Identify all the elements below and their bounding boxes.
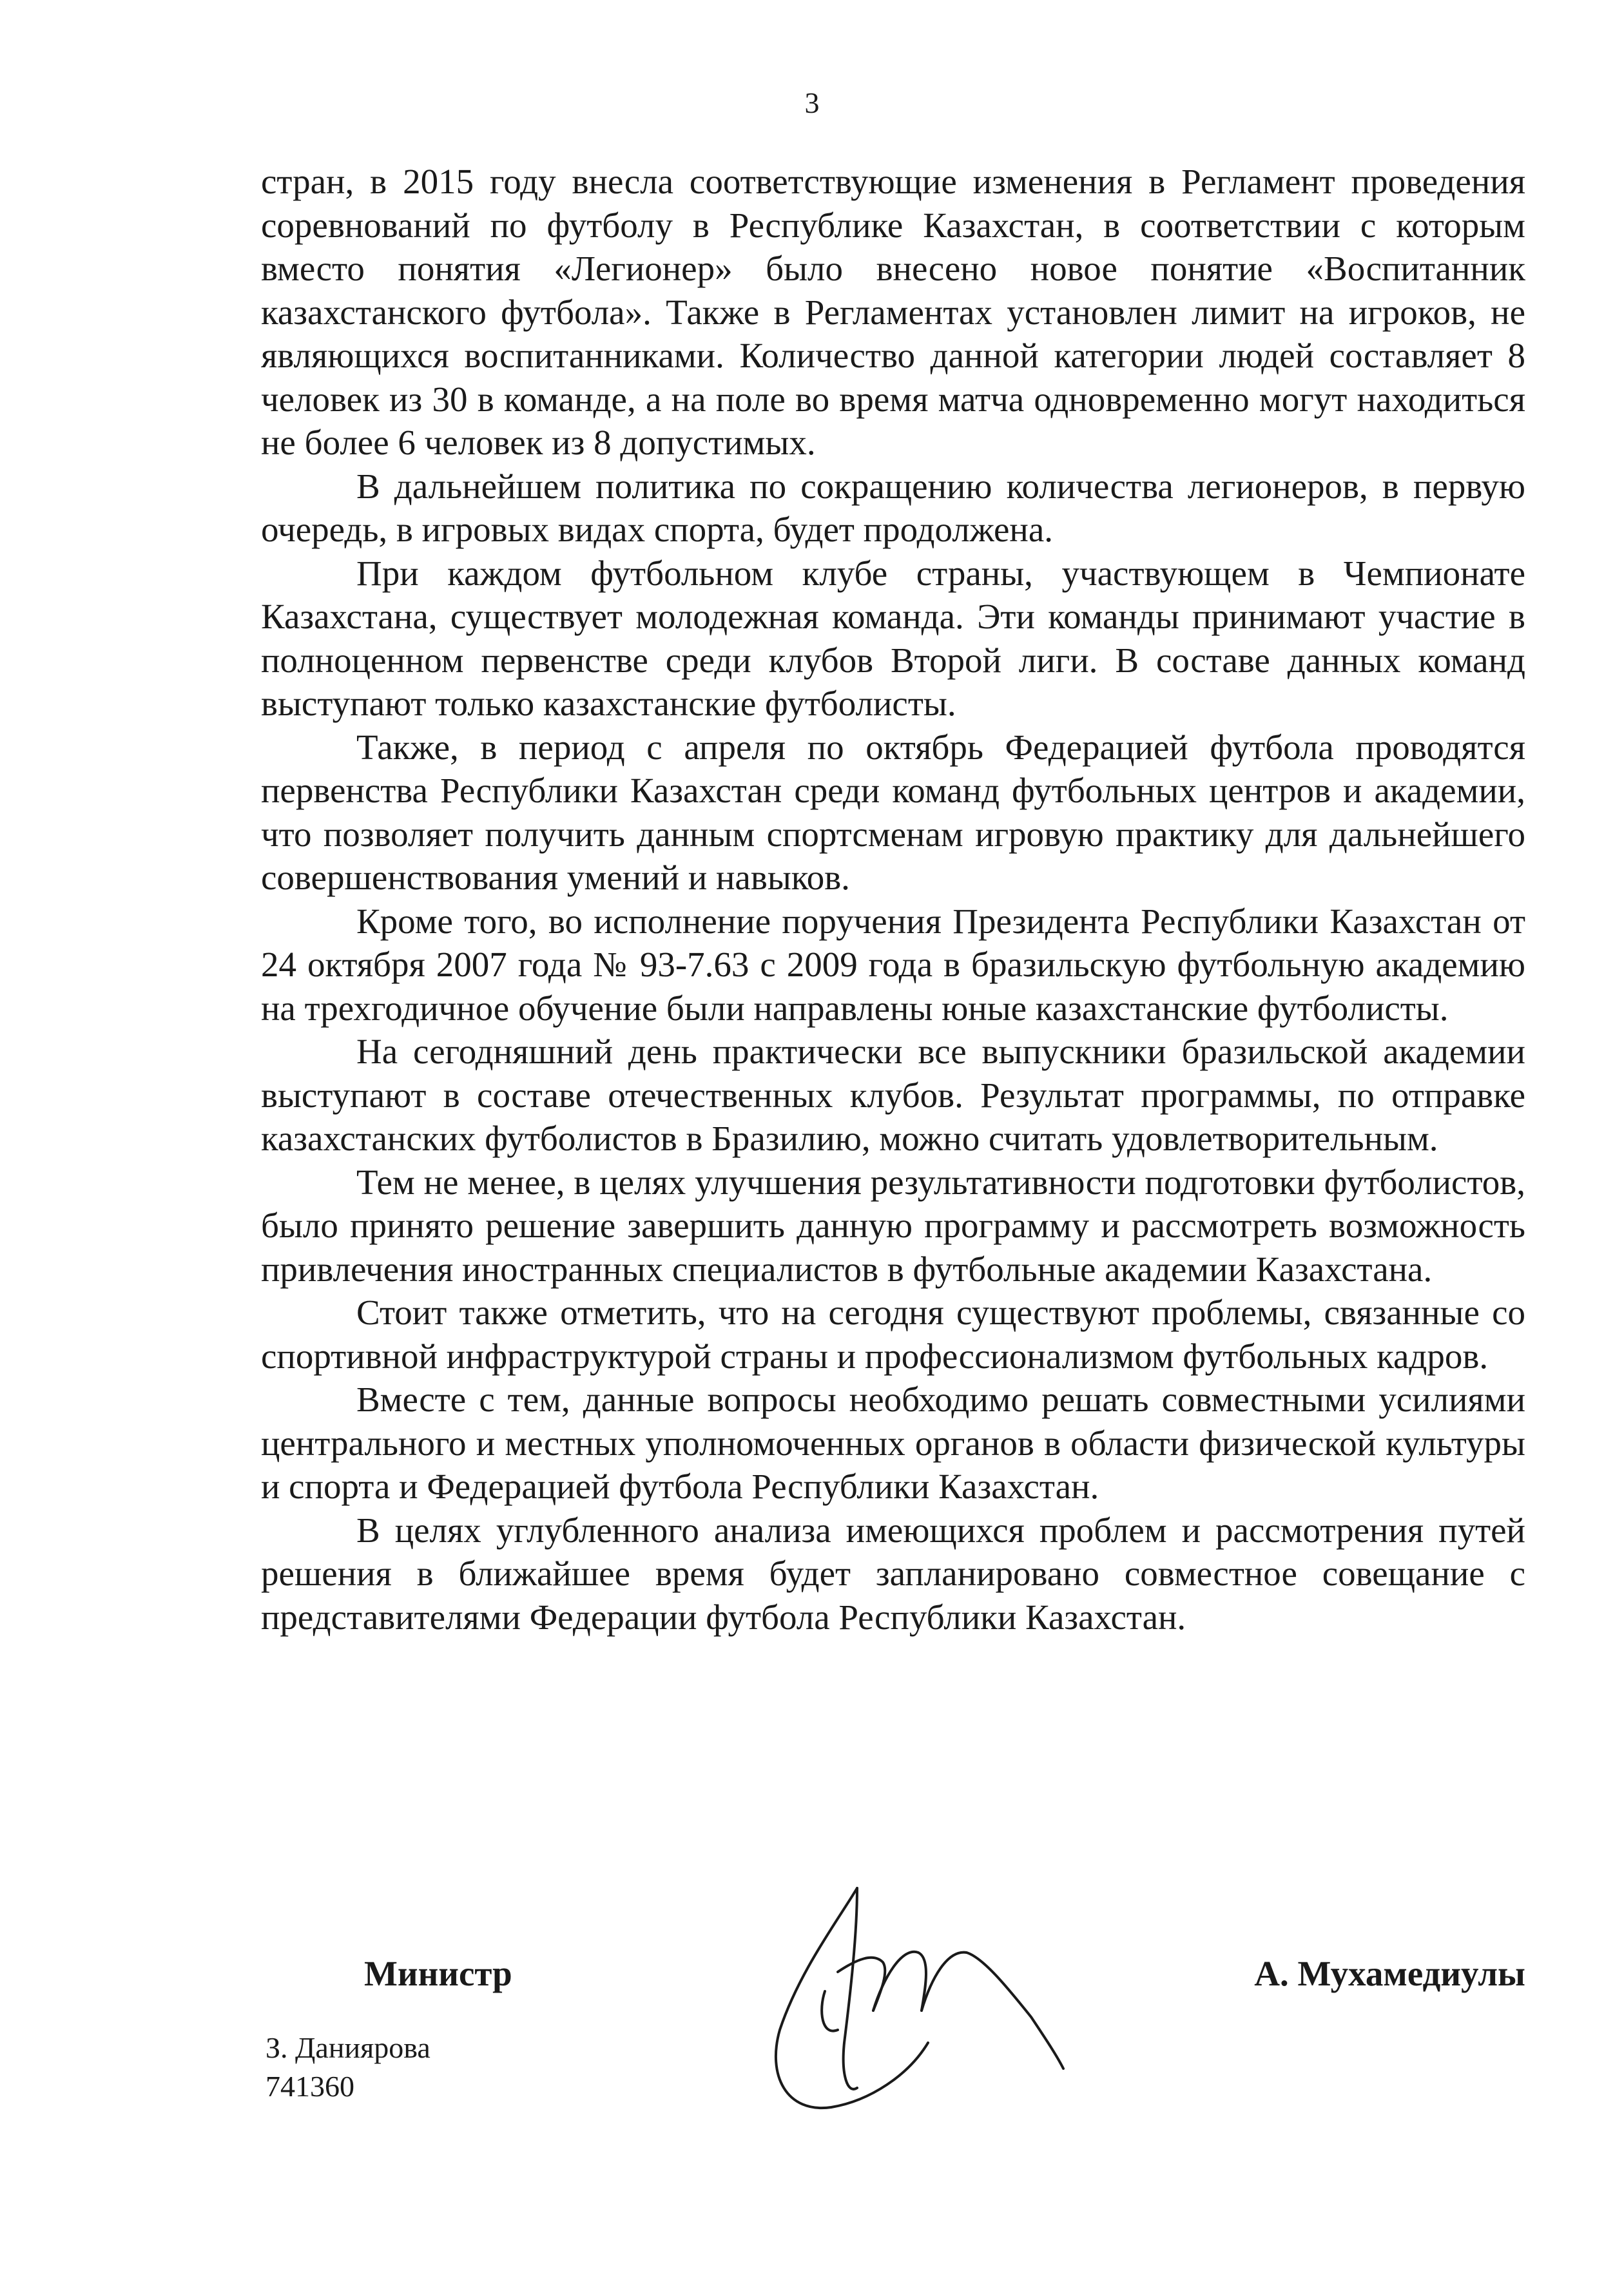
signatory-title: Министр <box>364 1954 512 1993</box>
executor-block <box>266 2029 430 2106</box>
letter-body <box>261 160 1525 1639</box>
paragraph: В дальнейшем политика по сокращению количества легионеров, в первую очередь, в игровых видах спорта, будет продолжена. <box>261 466 1525 549</box>
page-number: 3 <box>804 86 820 119</box>
signatory-name: А. Мухамедиулы <box>1254 1954 1525 1993</box>
paragraph: При каждом футбольном клубе страны, участвующем в Чемпионате Казахстана, существует молодежная команда. Эти команды принимают участие в полноценном первенстве среди клубов Второй лиги. В составе данных команд выступают только казахстанские футболисты. <box>261 553 1525 723</box>
paragraph: Вместе с тем, данные вопросы необходимо решать совместными усилиями центрального и местных уполномоченных органов в области физической культуры и спорта и Федерацией футбола Республики Казахстан. <box>261 1380 1525 1506</box>
handwritten-signature <box>760 1882 1070 2152</box>
paragraph: Кроме того, во исполнение поручения Президента Республики Казахстан от 24 октября 2007 года № 93-7.63 с 2009 года в бразильскую футбольную академию на трехгодичное обучение были направлены юные казахстанские футболисты. <box>261 901 1525 1028</box>
paragraph: стран, в 2015 году внесла соответствующие изменения в Регламент проведения соревнований по футболу в Республике Казахстан, в соответствии с которым вместо понятия «Легионер» было внесено новое понятие «Воспитанник казахстанского футбола». Также в Регламентах установлен лимит на игроков, не являющихся воспитанниками. Количество данной категории людей составляет 8 человек из 30 в команде, а на поле во время матча одновременно могут находиться не более 6 человек из 8 допустимых. <box>261 162 1525 462</box>
paragraph: На сегодняшний день практически все выпускники бразильской академии выступают в составе отечественных клубов. Результат программы, по отправке казахстанских футболистов в Бразилию, можно считать удовлетворительным. <box>261 1032 1525 1158</box>
signature-block <box>261 1951 1525 2003</box>
executor-phone: 741360 <box>266 2070 354 2103</box>
paragraph: Тем не менее, в целях улучшения результативности подготовки футболистов, было принято решение завершить данную программу и рассмотреть возможность привлечения иностранных специалистов в футбольные академии Казахстана. <box>261 1162 1525 1289</box>
paragraph: Стоит также отметить, что на сегодня существуют проблемы, связанные со спортивной инфраструктурой страны и профессионализмом футбольных кадров. <box>261 1293 1525 1376</box>
paragraph: В целях углубленного анализа имеющихся проблем и рассмотрения путей решения в ближайшее время будет запланировано совместное совещание с представителями Федерации футбола Республики Казахстан. <box>261 1510 1525 1637</box>
executor-name: З. Даниярова <box>266 2031 430 2064</box>
paragraph: Также, в период с апреля по октябрь Федерацией футбола проводятся первенства Республики Казахстан среди команд футбольных центров и академии, что позволяет получить данным спортсменам игровую практику для дальнейшего совершенствования умений и навыков. <box>261 727 1525 897</box>
